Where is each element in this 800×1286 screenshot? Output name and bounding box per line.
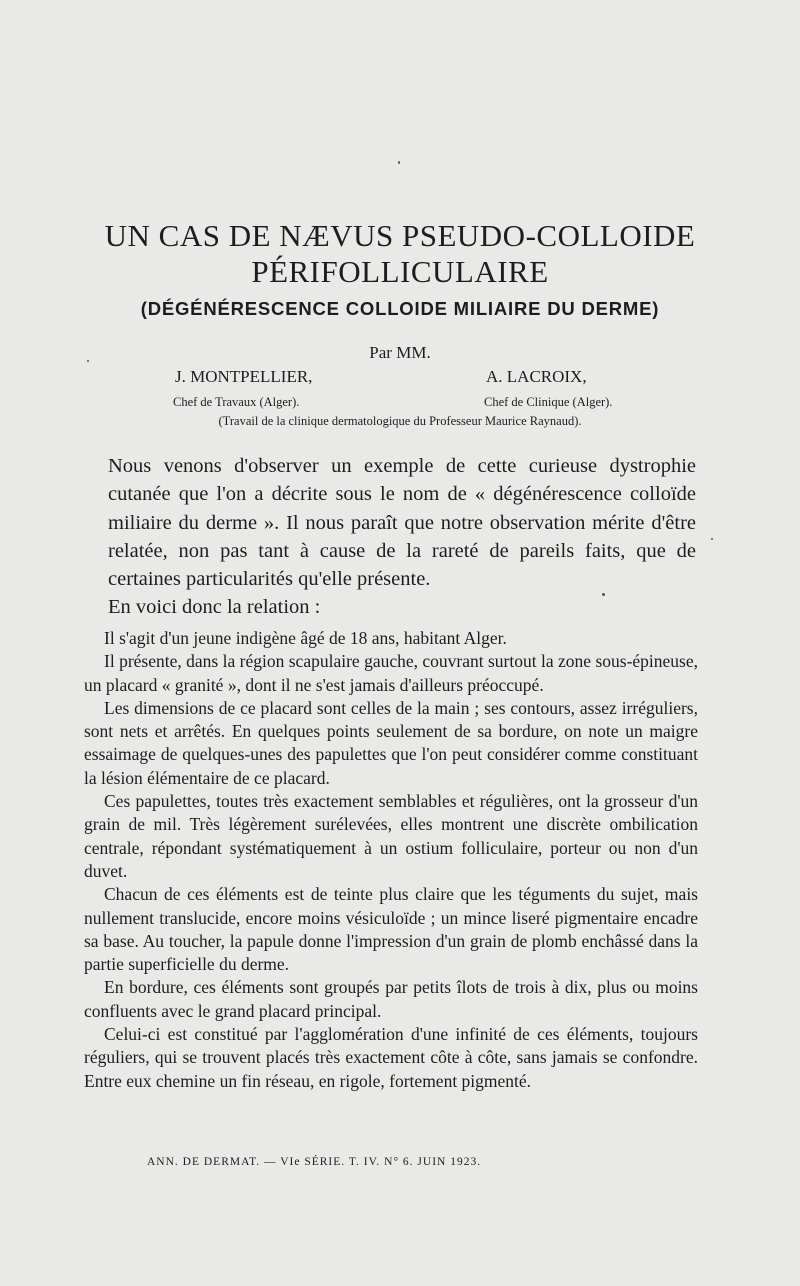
article-subtitle: (DÉGÉNÉRESCENCE COLLOIDE MILIAIRE DU DERME) [140,298,660,319]
body-paragraph: Ces papulettes, toutes très exactement semblables et régulières, ont la grosseur d'un grain de mil. Très légèrement surélevées, elles montrent une discrète ombilication centrale, répondant systématiquement à un ostium folliculaire, porteur ou non d'un duvet. [84,791,698,881]
body-paragraph: Chacun de ces éléments est de teinte plus claire que les téguments du sujet, mais nullement translucide, encore moins vésiculoïde ; un mince liseré pigmentaire encadre sa base. Au toucher, la papule donne l'impression d'un grain de plomb enchâssé dans la partie superficielle du derme. [84,884,698,975]
paper-speck [398,161,400,164]
author-montpellier: J. MONTPELLIER, [175,367,313,386]
paper-speck [602,593,605,596]
introduction [108,452,696,622]
affiliation-montpellier: Chef de Travaux (Alger). [173,395,300,409]
article-title-line-1: UN CAS DE NÆVUS PSEUDO-COLLOIDE [104,218,696,253]
clinic-note: (Travail de la clinique dermatologique du Professeur Maurice Raynaud). [218,414,582,428]
intro-paragraph: Nous venons d'observer un exemple de cette curieuse dystrophie cutanée que l'on a décrite sous le nom de « dégénérescence colloïde miliaire du derme ». Il nous paraît que notre observation mérite d'être relatée, non pas tant à cause de la rareté de pareils faits, que de certaines particularités qu'elle présente. [108,455,696,591]
body-paragraph: Il s'agit d'un jeune indigène âgé de 18 ans, habitant Alger. [104,628,507,648]
case-description [84,627,698,1093]
intro-transition: En voici donc la relation : [108,596,321,619]
byline-par: Par MM. [369,343,431,362]
body-paragraph: Celui-ci est constitué par l'agglomération d'une infinité de ces éléments, toujours réguliers, qui se trouvent placés très exactement côte à côte, sans jamais se confondre. Entre eux chemine un fin réseau, en rigole, fortement pigmenté. [84,1024,698,1091]
body-paragraph: Il présente, dans la région scapulaire gauche, couvrant surtout la zone sous-épineuse, un placard « granité », dont il ne s'est jamais d'ailleurs préoccupé. [84,651,698,695]
paper-speck [711,538,713,540]
journal-footer: ANN. DE DERMAT. — VIe SÉRIE. T. IV. N° 6. JUIN 1923. [147,1156,482,1168]
author-lacroix: A. LACROIX, [486,367,587,386]
body-paragraph: Les dimensions de ce placard sont celles de la main ; ses contours, assez irréguliers, sont nets et arrêtés. En quelques points seulement de sa bordure, on note un maigre essaimage de quelques-unes des papulettes que l'on peut considérer comme constituant la lésion élémentaire de ce placard. [84,697,698,788]
affiliation-lacroix: Chef de Clinique (Alger). [484,395,613,409]
paper-speck [87,360,89,362]
body-paragraph: En bordure, ces éléments sont groupés par petits îlots de trois à dix, plus ou moins confluents avec le grand placard principal. [84,977,698,1021]
article-title-line-2: PÉRIFOLLICULAIRE [251,254,549,289]
